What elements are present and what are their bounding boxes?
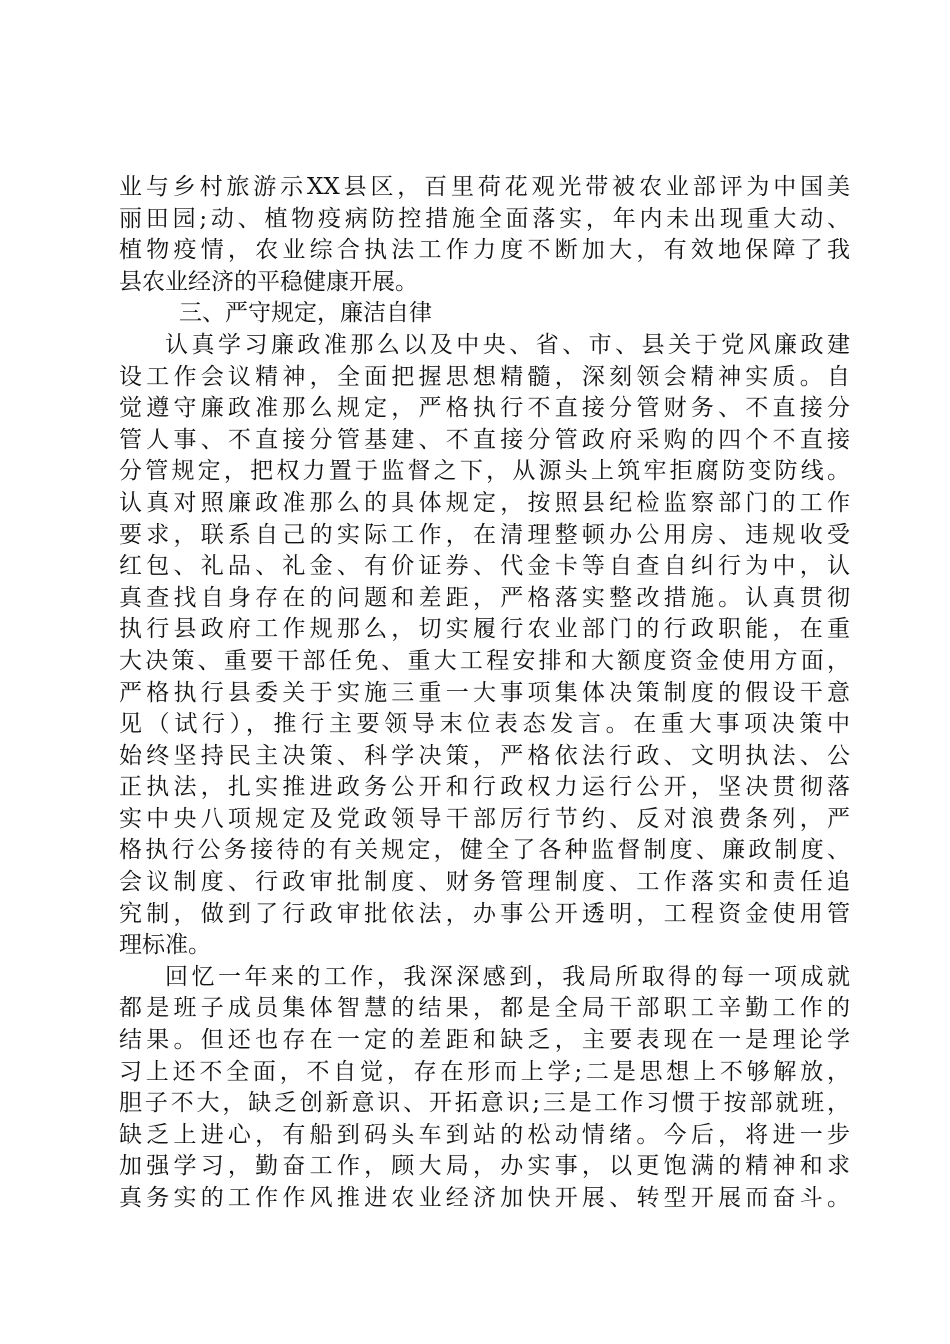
text-line: 真务实的工作作风推进农业经济加快开展、转型开展而奋斗。 — [119, 1185, 850, 1211]
text-line: 结果。但还也存在一定的差距和缺乏，主要表现在一是理论学 — [119, 1027, 850, 1054]
text-line: 习上还不全面，不自觉，存在形而上学;二是思想上不够解放， — [119, 1058, 850, 1085]
text-line: 执行县政府工作规那么，切实履行农业部门的行政职能，在重 — [119, 616, 850, 643]
paragraph — [119, 330, 850, 962]
text-line: 植物疫情，农业综合执法工作力度不断加大，有效地保障了我 — [119, 237, 850, 264]
text-line: 见（试行），推行主要领导末位表态发言。在重大事项决策中 — [119, 711, 850, 738]
text-line: 管人事、不直接分管基建、不直接分管政府采购的四个不直接 — [119, 426, 850, 453]
text-line: 实中央八项规定及党政领导干部厉行节约、反对浪费条列，严 — [119, 805, 850, 832]
text-line: 理标准。 — [119, 932, 211, 959]
text-line: 会议制度、行政审批制度、财务管理制度、工作落实和责任追 — [119, 869, 850, 896]
text-line: 县农业经济的平稳健康开展。 — [119, 268, 418, 295]
heading-text: 三、严守规定，廉洁自律 — [179, 300, 432, 327]
text-line: 回忆一年来的工作，我深深感到，我局所取得的每一项成就 — [165, 963, 850, 990]
text-line: 真查找自身存在的问题和差距，严格落实整改措施。认真贯彻 — [119, 584, 850, 611]
text-line: 始终坚持民主决策、科学决策，严格依法行政、文明执法、公 — [119, 742, 850, 769]
text-line: 丽田园;动、植物疫病防控措施全面落实，年内未出现重大动、 — [119, 205, 850, 232]
text-line: 缺乏上进心，有船到码头车到站的松动情绪。今后，将进一步 — [119, 1121, 850, 1148]
text-line: 都是班子成员集体智慧的结果，都是全局干部职工辛勤工作的 — [119, 995, 850, 1022]
paragraph — [119, 962, 850, 1215]
text-line: 加强学习，勤奋工作，顾大局，办实事，以更饱满的精神和求 — [119, 1153, 850, 1180]
text-line: 业与乡村旅游示XX县区，百里荷花观光带被农业部评为中国美 — [119, 174, 850, 200]
text-line: 胆子不大，缺乏创新意识、开拓意识;三是工作习惯于按部就班， — [119, 1090, 850, 1117]
paragraph — [119, 172, 850, 298]
text-line: 设工作会议精神，全面把握思想精髓，深刻领会精神实质。自 — [119, 363, 850, 390]
text-line: 要求，联系自己的实际工作，在清理整顿办公用房、违规收受 — [119, 521, 850, 548]
text-line: 格执行公务接待的有关规定，健全了各种监督制度、廉政制度、 — [119, 837, 850, 864]
text-line: 严格执行县委关于实施三重一大事项集体决策制度的假设干意 — [119, 679, 850, 706]
text-line: 红包、礼品、礼金、有价证券、代金卡等自查自纠行为中，认 — [119, 553, 850, 580]
text-line: 认真对照廉政准那么的具体规定，按照县纪检监察部门的工作 — [119, 489, 850, 516]
text-line: 认真学习廉政准那么以及中央、省、市、县关于党风廉政建 — [165, 331, 850, 358]
section-heading — [119, 298, 850, 330]
text-line: 正执法，扎实推进政务公开和行政权力运行公开，坚决贯彻落 — [119, 774, 850, 801]
document-body — [119, 172, 850, 1215]
text-line: 大决策、重要干部任免、重大工程安排和大额度资金使用方面， — [119, 647, 850, 674]
text-line: 分管规定，把权力置于监督之下，从源头上筑牢拒腐防变防线。 — [119, 458, 850, 485]
text-line: 觉遵守廉政准那么规定，严格执行不直接分管财务、不直接分 — [119, 395, 850, 422]
text-line: 究制，做到了行政审批依法，办事公开透明，工程资金使用管 — [119, 900, 850, 927]
